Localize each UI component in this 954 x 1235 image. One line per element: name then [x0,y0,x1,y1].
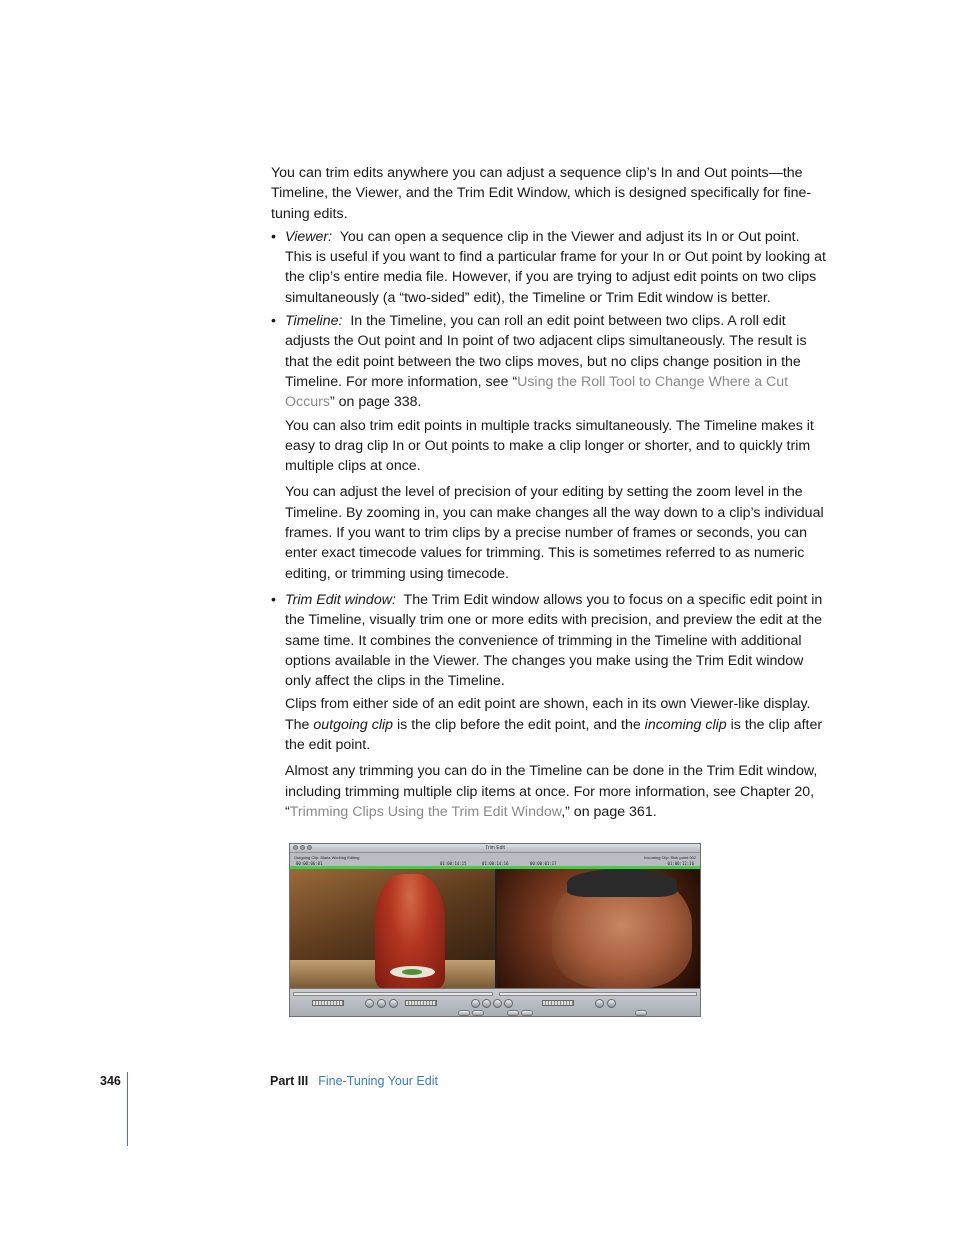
incoming-current-timecode: 00:00:01:17 [530,861,557,866]
running-footer [270,1074,438,1088]
text-run: Clips from either side of an edit point are shown, each in its own Viewer-like display. The [285,696,811,733]
cross-reference-link[interactable]: Trimming Clips Using the Trim Edit Window [289,803,562,820]
play-edit-icon[interactable] [482,999,491,1008]
incoming-duration-timecode: 01:00:12:16 [667,861,694,866]
outgoing-scrubber[interactable] [293,992,493,996]
footer-rule [127,1072,128,1146]
play-icon[interactable] [377,999,386,1008]
window-title: Trim Edit [485,845,505,851]
text-run: is the clip after the edit point. [285,716,823,754]
timeline-paragraph-2: You can also trim edit points in multiple tracks simultaneously. The Timeline makes it easy to drag clip In or Out points to make a clip longer or shorter, and to quickly trim multiple clips at once. [285,417,814,475]
bullet-term: Trim Edit window: [285,591,396,608]
bullet-trim-edit [271,590,826,691]
food-image [402,969,422,975]
zoom-icon [307,845,312,850]
outgoing-jog-control[interactable] [312,1000,344,1006]
stop-icon[interactable] [493,999,502,1008]
incoming-clip-label: Incoming Clip: Rick point 002 [644,855,696,860]
text-run: ,” on page 361. [561,803,657,820]
next-edit-icon[interactable] [504,999,513,1008]
trim-paragraph-2 [271,694,826,755]
minimize-icon [300,845,305,850]
previous-edit-icon[interactable] [471,999,480,1008]
bullet-symbol: • [271,591,276,608]
play-around-icon[interactable] [389,999,398,1008]
trim-forward-button[interactable] [521,1010,533,1016]
bullet-viewer [271,227,826,308]
play-around-incoming-icon[interactable] [607,999,616,1008]
footer-chapter-link[interactable]: Fine-Tuning Your Edit [318,1074,438,1088]
play-incoming-icon[interactable] [595,999,604,1008]
bullet-term: Timeline: [285,313,343,330]
window-title-bar [290,844,700,853]
term-outgoing-clip: outgoing clip [313,716,394,733]
trim-back-button[interactable] [458,1010,470,1016]
outgoing-duration-timecode: 00:00:06:01 [296,861,323,866]
bullet-text: The Trim Edit window allows you to focus on a specific edit point in the Timeline, visually trim one or more edits with precision, and preview the edit at the same time. It combines the convenience of trimming in the Timeline with additional options available in the Viewer. The changes you make using the Trim Edit window only affect the clips in the Timeline. [285,591,823,690]
text-run: Almost any trimming you can do in the Timeline can be done in the Trim Edit window, including trimming multiple clip items at once. For more information, see Chapter 20, “ [285,763,818,820]
bullet-text-end: ” on page 338. [329,394,422,411]
transport-controls [290,988,700,1016]
incoming-clip-frame [497,869,700,988]
bullet-term: Viewer: [285,228,333,245]
bullet-symbol: • [271,228,276,245]
edit-point-timecode: 01:00:14:16 [482,861,509,866]
outgoing-current-timecode: 01:00:14:15 [440,861,467,866]
outgoing-clip-frame [290,869,495,988]
mark-in-button[interactable] [635,1010,647,1016]
page-number: 346 [100,1074,121,1088]
outgoing-shuttle-control[interactable] [405,1000,437,1006]
trim-edit-window-screenshot [289,843,701,1017]
trim-back-one-button[interactable] [472,1010,484,1016]
trim-paragraph-3 [271,761,826,822]
play-in-to-out-icon[interactable] [365,999,374,1008]
bullet-text: You can open a sequence clip in the Viewer and adjust its In or Out point. This is useful if you want to find a particular frame for your In or Out point by looking at the clip’s entire media file. However, if you are trying to adjust edit points on two clips simultaneously (a “two-sided” edit), the Timeline or Trim Edit window is better. [285,228,826,306]
term-incoming-clip: incoming clip [644,716,727,733]
footer-part: Part III [270,1074,309,1088]
bullet-symbol: • [271,313,276,330]
intro-paragraph: You can trim edits anywhere you can adjust a sequence clip’s In and Out points—the Timeline, the Viewer, and the Trim Edit Window, which is designed specifically for fine-tuning edits. [271,165,812,222]
incoming-scrubber[interactable] [499,992,697,996]
close-icon [293,845,298,850]
bullet-text: In the Timeline, you can roll an edit point between two clips. A roll edit adjusts the Out point and In point of two adjacent clips simultaneously. The result is that the edit point between the two clips moves, but no clips change position in the Timeline. For more information, see “ [285,313,807,390]
text-run: is the clip before the edit point, and the [393,716,645,733]
hair-image [567,869,677,897]
trim-forward-one-button[interactable] [507,1010,519,1016]
body-text [271,163,826,822]
trim-frames [290,869,700,988]
incoming-jog-control[interactable] [542,1000,574,1006]
outgoing-clip-label: Outgoing Clip: Maria Working Editing [294,855,360,860]
timeline-paragraph-3: You can adjust the level of precision of your editing by setting the zoom level in the Timeline. By zooming in, you can make changes all the way down to a clip’s individual frames. If you want to trim clips by a precise number of frames or seconds, you can enter exact timecode values for trimming. This is sometimes referred to as numeric editing, or trimming using timecode. [285,484,824,582]
bullet-timeline [271,311,826,412]
cross-reference-link[interactable]: Using the Roll Tool to Change Where a Cut Occurs [285,373,789,411]
